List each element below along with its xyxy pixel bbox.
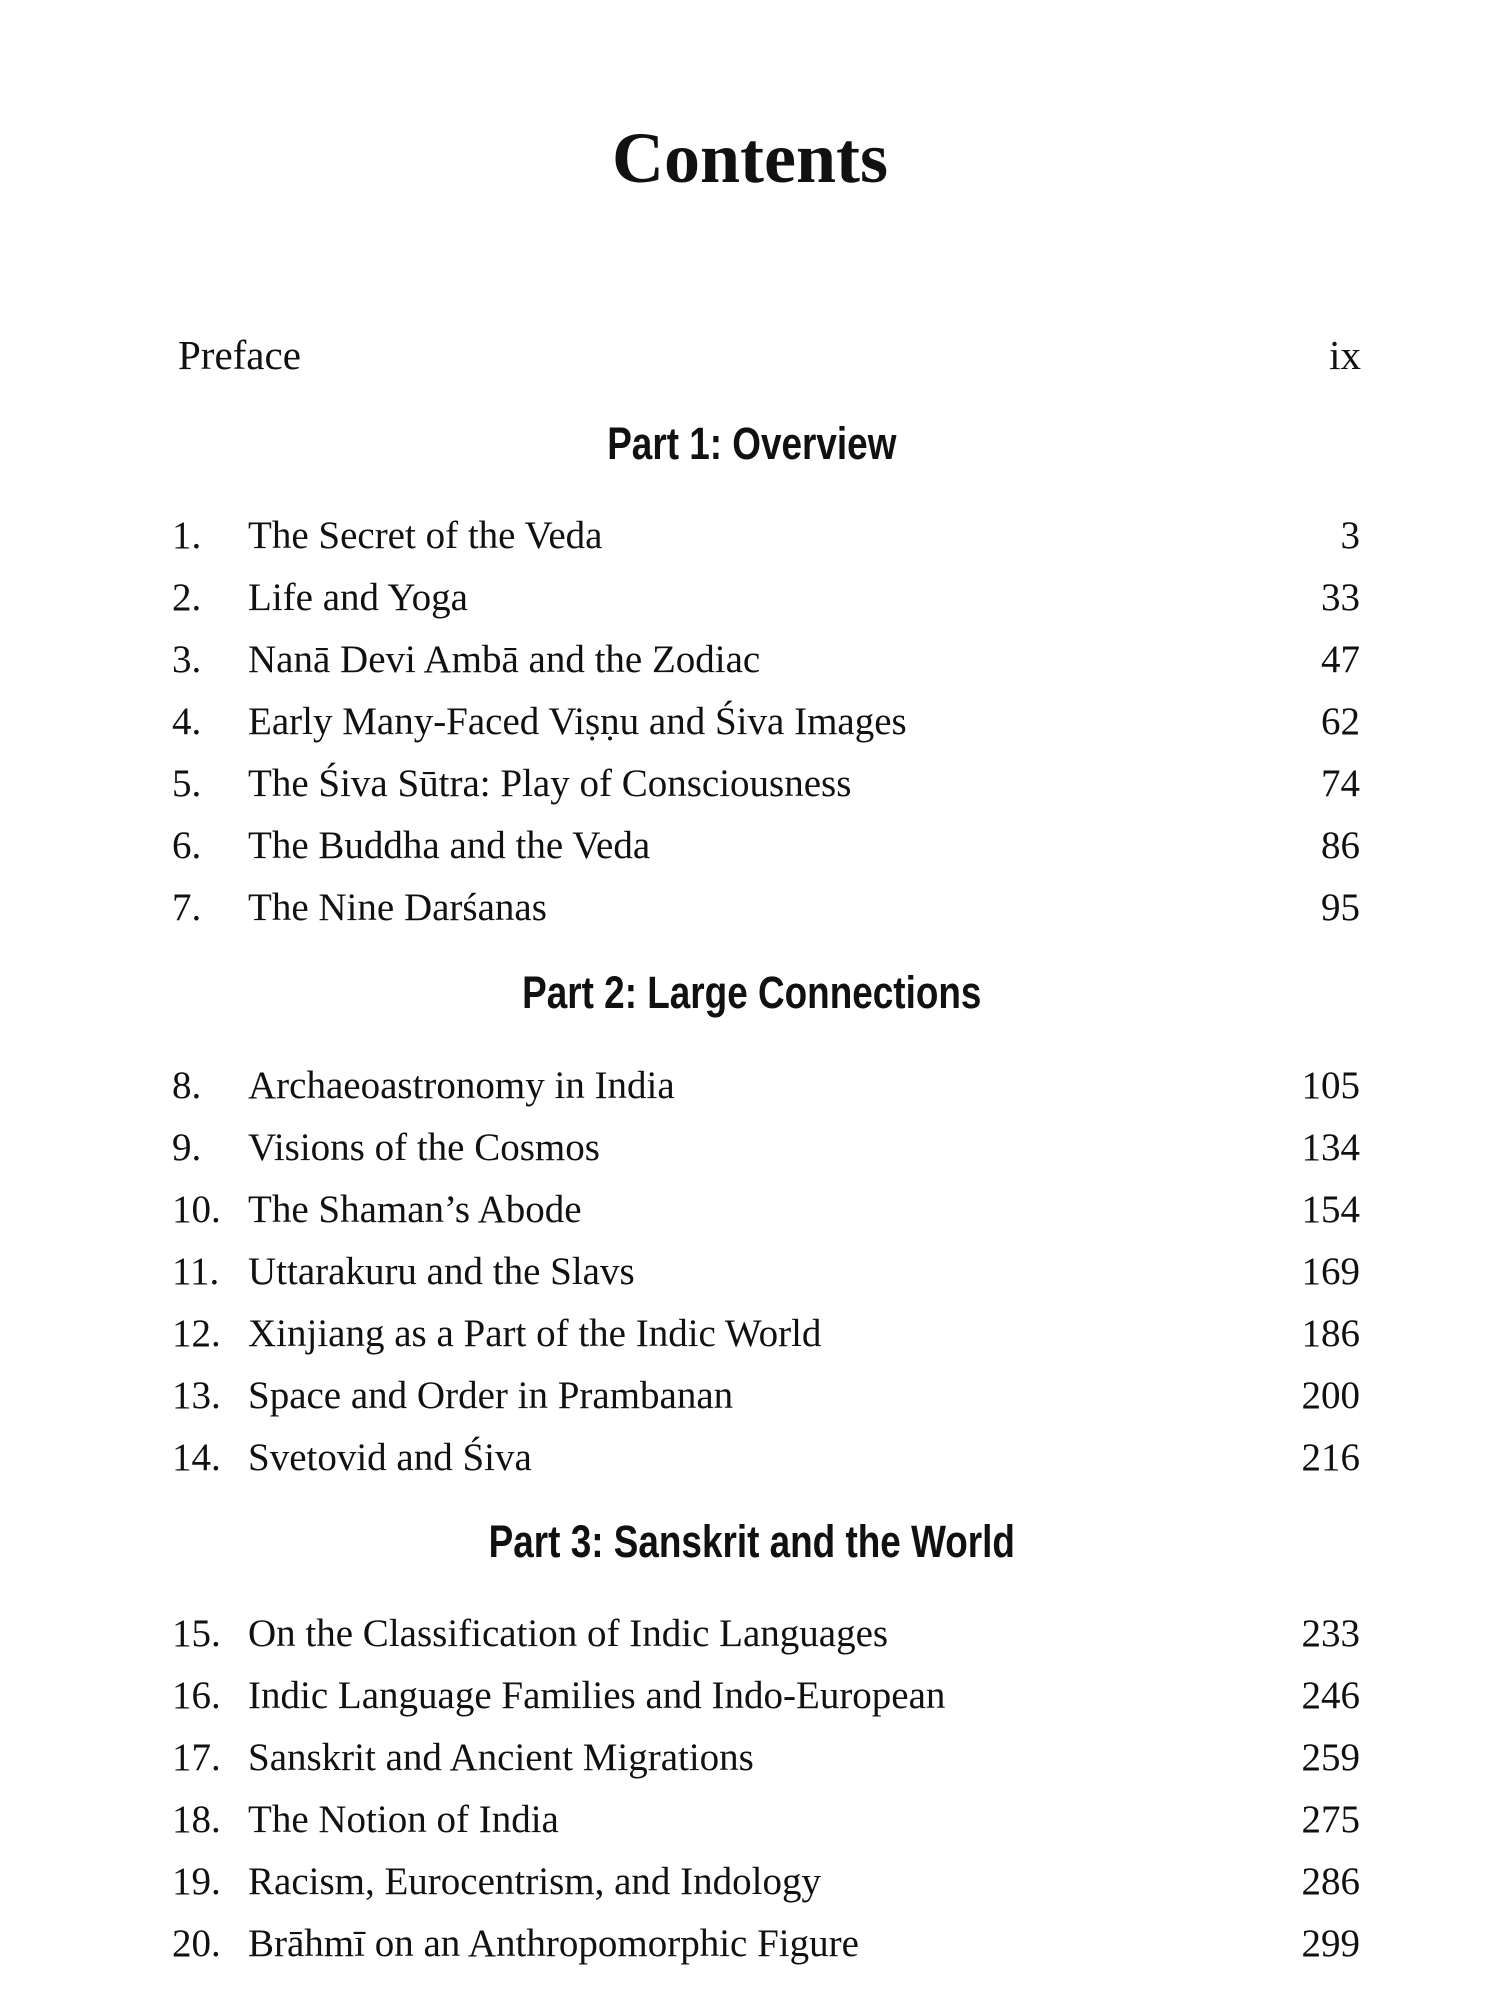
preface-label: Preface: [178, 332, 301, 378]
entry-title: The Shaman’s Abode: [248, 1188, 582, 1231]
entry-number: 14.: [172, 1436, 221, 1479]
toc-entry: [172, 571, 1360, 625]
entry-title: The Secret of the Veda: [248, 514, 603, 557]
toc-entry: [172, 1731, 1360, 1785]
entry-number: 11.: [172, 1250, 220, 1293]
entry-page: 216: [1301, 1436, 1360, 1479]
part-3-heading: Part 3: Sanskrit and the World: [488, 1516, 1015, 1567]
part-1-heading: Part 1: Overview: [607, 418, 897, 469]
toc-entry: [172, 1369, 1360, 1423]
entry-page: 105: [1301, 1064, 1360, 1107]
entry-title: Brāhmī on an Anthropomorphic Figure: [248, 1922, 859, 1965]
entry-title: On the Classification of Indic Languages: [248, 1612, 889, 1655]
toc-entry: [172, 1855, 1360, 1909]
entry-number: 17.: [172, 1736, 221, 1779]
entry-number: 8.: [172, 1064, 202, 1107]
entry-title: Indic Language Families and Indo-European: [248, 1674, 946, 1717]
toc-entry: [172, 695, 1360, 749]
entry-page: 200: [1301, 1374, 1360, 1417]
toc-entry: [172, 1607, 1360, 1661]
toc-entry: [172, 1307, 1360, 1361]
entry-page: 286: [1301, 1860, 1360, 1903]
entry-page: 246: [1301, 1674, 1360, 1717]
entry-number: 18.: [172, 1798, 221, 1841]
entry-title: Space and Order in Prambanan: [248, 1374, 734, 1417]
entry-page: 47: [1321, 638, 1360, 681]
toc-entry: [172, 1793, 1360, 1847]
toc-entry: [172, 1917, 1360, 1971]
entry-title: The Nine Darśanas: [248, 886, 547, 929]
entry-title: The Śiva Sūtra: Play of Consciousness: [248, 762, 852, 805]
entry-page: 275: [1301, 1798, 1360, 1841]
entry-number: 4.: [172, 700, 202, 743]
entry-number: 7.: [172, 886, 202, 929]
preface-entry: [178, 330, 1361, 380]
toc-entry: [172, 1059, 1360, 1113]
entry-title: Nanā Devi Ambā and the Zodiac: [248, 638, 761, 681]
entry-number: 6.: [172, 824, 202, 867]
entry-number: 2.: [172, 576, 202, 619]
entry-page: 3: [1340, 514, 1360, 557]
part-2-heading: Part 2: Large Connections: [522, 967, 982, 1018]
entry-number: 19.: [172, 1860, 221, 1903]
toc-entry: [172, 819, 1360, 873]
entry-page: 62: [1321, 700, 1360, 743]
toc-entry: [172, 1245, 1360, 1299]
entry-title: Early Many-Faced Viṣṇu and Śiva Images: [248, 700, 907, 743]
entry-number: 16.: [172, 1674, 221, 1717]
entry-number: 20.: [172, 1922, 221, 1965]
toc-entry: [172, 633, 1360, 687]
toc-entry: [172, 1431, 1360, 1485]
entry-page: 95: [1321, 886, 1360, 929]
entry-page: 299: [1301, 1922, 1360, 1965]
toc-entry: [172, 1121, 1360, 1175]
entry-number: 13.: [172, 1374, 221, 1417]
entry-page: 134: [1301, 1126, 1360, 1169]
entry-title: Uttarakuru and the Slavs: [248, 1250, 635, 1293]
toc-entry: [172, 509, 1360, 563]
page-title: Contents: [611, 118, 888, 198]
entry-number: 5.: [172, 762, 202, 805]
entry-title: Visions of the Cosmos: [248, 1126, 600, 1169]
toc-entry: [172, 1669, 1360, 1723]
preface-page: ix: [1329, 332, 1361, 378]
entry-title: Xinjiang as a Part of the Indic World: [248, 1312, 822, 1355]
entry-number: 12.: [172, 1312, 221, 1355]
entry-title: The Notion of India: [248, 1798, 559, 1841]
toc-entry: [172, 1183, 1360, 1237]
entry-number: 3.: [172, 638, 202, 681]
entry-title: Sanskrit and Ancient Migrations: [248, 1736, 754, 1779]
entry-page: 169: [1301, 1250, 1360, 1293]
entry-title: Life and Yoga: [248, 576, 468, 619]
entry-page: 74: [1321, 762, 1360, 805]
entry-page: 154: [1301, 1188, 1360, 1231]
entry-number: 15.: [172, 1612, 221, 1655]
entry-page: 233: [1301, 1612, 1360, 1655]
entry-title: Svetovid and Śiva: [248, 1436, 532, 1479]
entry-title: Racism, Eurocentrism, and Indology: [248, 1860, 821, 1903]
entry-page: 259: [1301, 1736, 1360, 1779]
entry-number: 1.: [172, 514, 202, 557]
toc-entry: [172, 757, 1360, 811]
entry-title: Archaeoastronomy in India: [248, 1064, 675, 1107]
entry-title: The Buddha and the Veda: [248, 824, 651, 867]
toc-entry: [172, 881, 1360, 935]
entry-number: 9.: [172, 1126, 202, 1169]
entry-page: 86: [1321, 824, 1360, 867]
entry-page: 33: [1321, 576, 1360, 619]
entry-number: 10.: [172, 1188, 221, 1231]
entry-page: 186: [1301, 1312, 1360, 1355]
